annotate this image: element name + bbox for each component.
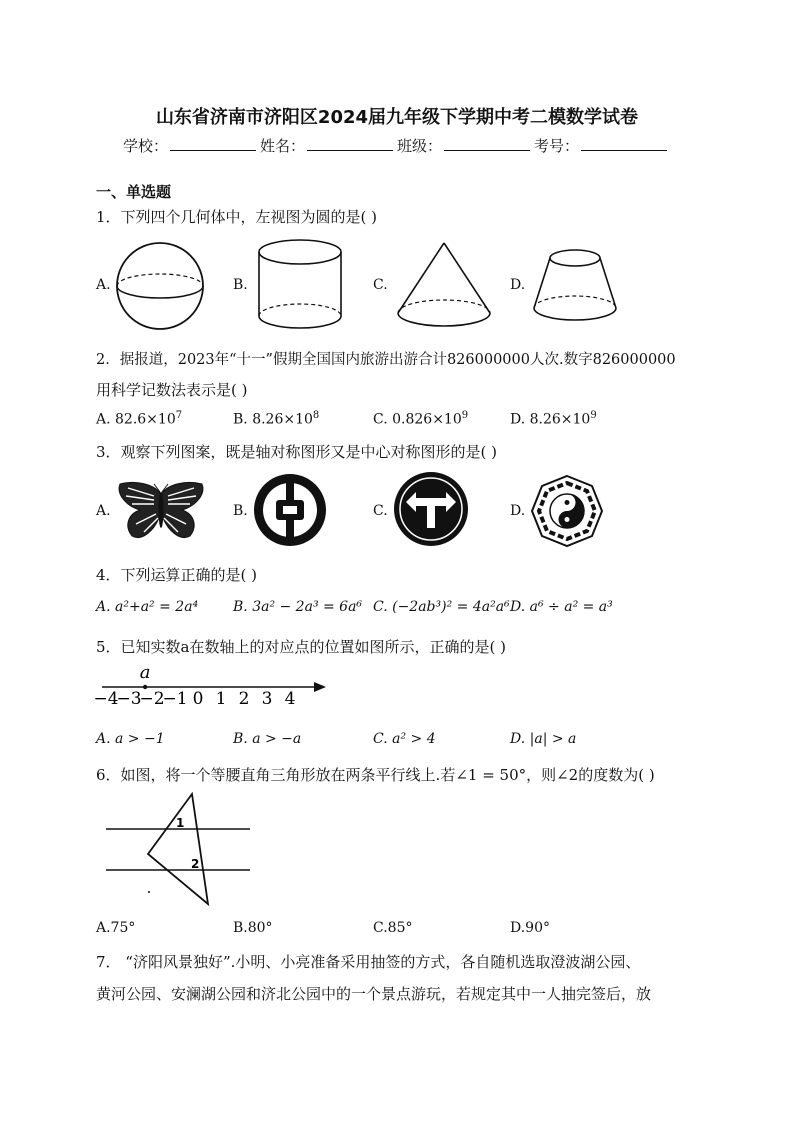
number-line-tick-label: −1 [162,689,188,709]
bagua-figure [530,474,604,548]
q1-text: 1．下列四个几何体中，左视图为圆的是( ) [96,208,378,226]
q6-option-c: C.85° [373,920,413,936]
number-line-tick-label: 4 [284,689,296,709]
class-label: 班级： [397,137,443,155]
q7-line1: 7． “济阳风景独好”.小明、小亮准备采用抽签的方式，各自随机选取澄波湖公园、 [96,953,641,971]
turn-sign-figure [392,470,470,548]
angle-2-label: 2 [191,857,200,871]
q2-option-b: B. $8.26\times 10^8$ [233,410,320,428]
q5-option-a: A. a > −1 [96,731,165,747]
q2-option-a: A. $82.6\times 10^7$ [96,410,183,428]
number-line-tick-label: −4 [93,689,119,709]
student-info-line [0,135,794,156]
q3-text: 3．观察下列图案，既是轴对称图形又是中心对称图形的是( ) [96,443,498,461]
q5-option-b: B. a > −a [233,731,302,747]
coin-logo-figure [252,472,328,548]
butterfly-figure [114,480,208,544]
q5-option-d: D. |a| > a [510,731,577,747]
q3-label-c: C. [373,503,388,519]
q4-text: 4．下列运算正确的是( ) [96,566,258,584]
q3-label-d: D. [510,503,526,519]
school-label: 学校： [122,137,168,155]
angle-1-label: 1 [176,816,185,830]
q3-label-b: B. [233,503,248,519]
q1-label-c: C. [373,277,388,293]
id-label: 考号： [534,137,580,155]
q2-option-c: C. $0.826\times 10^9$ [373,410,469,428]
q6-text: 6．如图，将一个等腰直角三角形放在两条平行线上.若∠1 = 50°，则∠2的度数为( ) [96,766,655,784]
cone-figure [394,240,494,332]
number-line-tick-label: 2 [238,689,250,709]
q1-label-a: A. [96,277,111,293]
q4-option-d: D. a⁶ ÷ a² = a³ [510,599,613,615]
q4-option-c: C. (−2ab³)² = 4a²a⁶ [373,599,510,615]
q2-option-d: D. $8.26\times 10^9$ [510,410,597,428]
number-line-tick-label: 0 [192,689,204,709]
name-blank [307,136,393,151]
q1-label-d: D. [510,277,526,293]
isosceles-right-triangle [148,794,208,904]
sphere-figure [112,238,208,334]
class-blank [444,136,530,151]
number-line-tick-label: −3 [116,689,142,709]
q4-option-b: B. 3a² − 2a³ = 6a⁶ [233,599,363,615]
number-line-tick-label: 1 [215,689,227,709]
q6-option-d: D.90° [510,920,550,936]
point-a-label: a [139,662,151,683]
number-line-tick-label: −2 [139,689,165,709]
section-title: 一、单选题 [96,183,172,201]
cylinder-figure [254,236,346,334]
q4-option-a: A. a²+a² = 2a⁴ [96,599,199,615]
q6-option-a: A.75° [96,920,136,936]
triangle-parallel-lines-figure [100,792,256,912]
q1-label-b: B. [233,277,248,293]
q5-text: 5．已知实数a在数轴上的对应点的位置如图所示，正确的是( ) [96,638,506,656]
q6-option-b: B.80° [233,920,273,936]
name-label: 姓名： [259,137,305,155]
q2-line1: 2．据报道，2023年“十一”假期全国国内旅游出游合计826000000人次.数字826000000 [96,352,676,368]
number-line-tick-label: 3 [261,689,273,709]
q7-line2: 黄河公园、安澜湖公园和济北公园中的一个景点游玩，若规定其中一人抽完签后，放 [96,985,652,1003]
frustum-figure [530,246,620,326]
page-title: 山东省济南市济阳区2024届九年级下学期中考二模数学试卷 [155,107,639,128]
q2-line2: 用科学记数法表示是( ) [96,381,248,399]
number-line-figure [93,662,332,712]
q5-option-c: C. a² > 4 [373,731,436,747]
id-blank [581,136,667,151]
q3-label-a: A. [96,503,111,519]
number-line-arrow [314,682,326,692]
school-blank [170,136,256,151]
